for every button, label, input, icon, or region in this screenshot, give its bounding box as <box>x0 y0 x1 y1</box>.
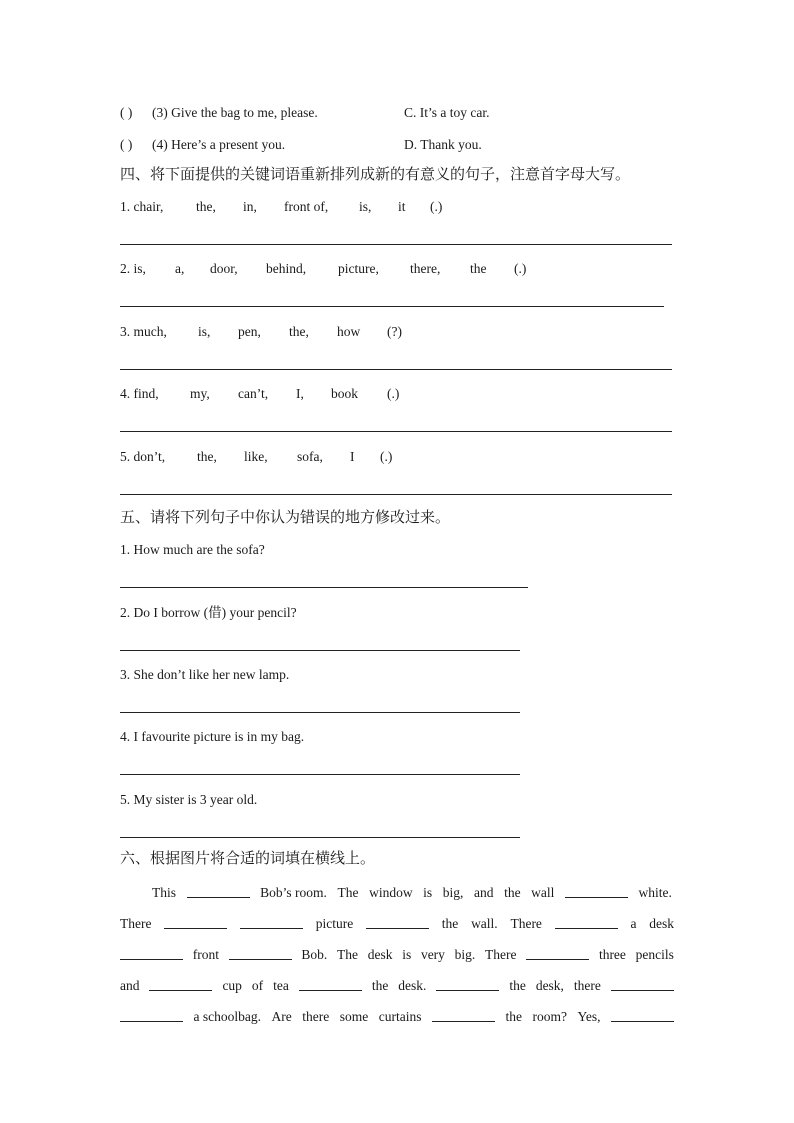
word: big. <box>454 947 476 962</box>
answer-line[interactable] <box>120 306 664 307</box>
sentence: 4. I favourite picture is in my bag. <box>120 729 305 744</box>
word: The <box>337 947 359 962</box>
sentence: 5. My sister is 3 year old. <box>120 792 258 807</box>
word: very <box>420 947 445 962</box>
word: is <box>423 885 433 900</box>
word: front <box>192 947 219 962</box>
paragraph-line <box>120 917 674 931</box>
word: there, <box>410 261 441 276</box>
blank-field[interactable] <box>299 979 362 991</box>
answer-line[interactable] <box>120 494 672 495</box>
blank-field[interactable] <box>565 886 628 898</box>
word: desk <box>649 916 674 931</box>
word: There <box>120 916 152 931</box>
word: Bob’s room. <box>260 885 327 900</box>
word: a <box>630 916 637 931</box>
answer-paren[interactable]: ( ) <box>120 137 133 152</box>
answer-paren[interactable]: ( ) <box>120 105 133 120</box>
blank-field[interactable] <box>240 917 303 929</box>
word: room? <box>532 1009 567 1024</box>
word: 2. is, <box>120 261 146 276</box>
answer-line[interactable] <box>120 837 520 838</box>
matching-question: (3) Give the bag to me, please. <box>152 105 318 120</box>
word: pencils <box>635 947 674 962</box>
blank-field[interactable] <box>436 979 499 991</box>
blank-field[interactable] <box>187 886 250 898</box>
word: (.) <box>380 449 393 464</box>
word: the <box>505 1009 522 1024</box>
word: book <box>331 386 358 401</box>
word: There <box>485 947 517 962</box>
sentence: 1. How much are the sofa? <box>120 542 265 557</box>
word: Yes, <box>577 1009 601 1024</box>
word: (.) <box>430 199 443 214</box>
word: wall. <box>471 916 498 931</box>
word: desk <box>367 947 393 962</box>
blank-field[interactable] <box>432 1010 495 1022</box>
word: desk, <box>535 978 564 993</box>
blank-field[interactable] <box>611 1010 674 1022</box>
paragraph-line <box>120 1010 674 1024</box>
word: some <box>339 1009 369 1024</box>
word: door, <box>210 261 238 276</box>
word: Bob. <box>301 947 328 962</box>
paragraph-line <box>120 979 674 993</box>
answer-line[interactable] <box>120 431 672 432</box>
word: there <box>573 978 601 993</box>
blank-field[interactable] <box>611 979 674 991</box>
word: 3. much, <box>120 324 167 339</box>
word: the, <box>196 199 216 214</box>
word: (.) <box>514 261 527 276</box>
word: like, <box>244 449 268 464</box>
blank-field[interactable] <box>526 948 589 960</box>
answer-line[interactable] <box>120 369 672 370</box>
word: (.) <box>387 386 400 401</box>
word: my, <box>190 386 210 401</box>
section-heading: 五、请将下列句子中你认为错误的地方修改过来。 <box>120 508 451 526</box>
blank-field[interactable] <box>149 979 212 991</box>
word: tea <box>273 978 289 993</box>
word: There <box>510 916 542 931</box>
word: I, <box>296 386 304 401</box>
word: how <box>337 324 361 339</box>
word: a, <box>175 261 185 276</box>
word: in, <box>243 199 257 214</box>
matching-question: (4) Here’s a present you. <box>152 137 286 152</box>
word: 4. find, <box>120 386 159 401</box>
word: curtains <box>378 1009 422 1024</box>
word: it <box>398 199 406 214</box>
section-heading: 四、将下面提供的关键词语重新排列成新的有意义的句子，注意首字母大写。 <box>120 165 631 183</box>
word: the <box>441 916 459 931</box>
word: the <box>509 978 526 993</box>
word: front of, <box>284 199 329 214</box>
blank-field[interactable] <box>164 917 227 929</box>
word: This <box>152 885 177 900</box>
word: of <box>251 978 264 993</box>
word: there <box>302 1009 330 1024</box>
blank-field[interactable] <box>120 1010 183 1022</box>
word: is, <box>359 199 372 214</box>
word: the <box>470 261 487 276</box>
paragraph-line <box>152 886 672 900</box>
word: sofa, <box>297 449 323 464</box>
blank-field[interactable] <box>229 948 292 960</box>
word: a schoolbag. <box>193 1009 261 1024</box>
word: three <box>598 947 626 962</box>
blank-field[interactable] <box>120 948 183 960</box>
word: picture <box>315 916 354 931</box>
word: cup <box>222 978 242 993</box>
matching-answer: C. It’s a toy car. <box>404 105 490 120</box>
word: wall <box>531 885 555 900</box>
word: the <box>504 885 521 900</box>
word: 1. chair, <box>120 199 164 214</box>
blank-field[interactable] <box>555 917 618 929</box>
sentence: 3. She don’t like her new lamp. <box>120 667 290 682</box>
word: picture, <box>338 261 379 276</box>
word: (?) <box>387 324 402 339</box>
word: The <box>337 885 359 900</box>
answer-line[interactable] <box>120 650 520 651</box>
section-heading: 六、根据图片将合适的词填在横线上。 <box>120 849 376 867</box>
word: behind, <box>266 261 307 276</box>
word: the, <box>197 449 217 464</box>
word: white. <box>638 885 672 900</box>
word: Are <box>271 1009 292 1024</box>
answer-line[interactable] <box>120 244 672 245</box>
word: the, <box>289 324 309 339</box>
word: desk. <box>398 978 427 993</box>
word: 5. don’t, <box>120 449 166 464</box>
word: can’t, <box>238 386 269 401</box>
answer-line[interactable] <box>120 587 528 588</box>
answer-line[interactable] <box>120 712 520 713</box>
word: and <box>473 885 494 900</box>
matching-answer: D. Thank you. <box>404 137 482 152</box>
word: is <box>402 947 412 962</box>
word: pen, <box>238 324 261 339</box>
word: I <box>350 449 355 464</box>
sentence: 2. Do I borrow (借) your pencil? <box>120 605 297 620</box>
answer-line[interactable] <box>120 774 520 775</box>
blank-field[interactable] <box>366 917 429 929</box>
word: and <box>120 978 140 993</box>
paragraph-line <box>120 948 674 962</box>
word: the <box>371 978 389 993</box>
word: big, <box>442 885 464 900</box>
word: is, <box>198 324 211 339</box>
word: window <box>369 885 413 900</box>
